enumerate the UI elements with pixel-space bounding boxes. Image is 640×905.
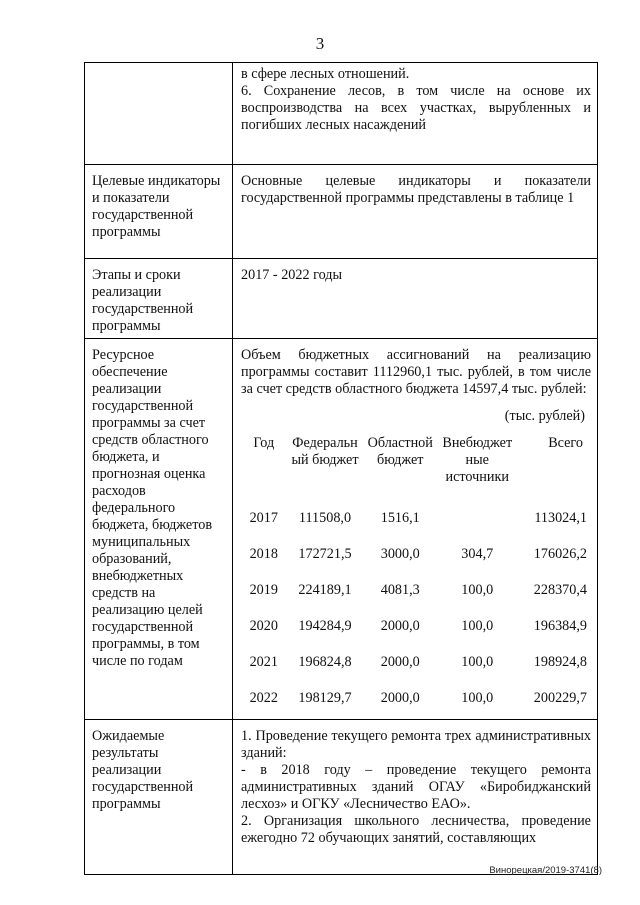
cell-regional: 1516,1 <box>380 509 420 526</box>
row-label: Этапы и сроки реализации государственной программы <box>85 259 233 339</box>
cell-extra: 100,0 <box>461 617 494 634</box>
table-row <box>85 259 598 339</box>
cell-federal: 111508,0 <box>298 509 352 526</box>
cell-federal: 194284,9 <box>298 617 352 634</box>
cell-total: 198924,8 <box>533 653 587 670</box>
cell-extra: 100,0 <box>461 689 494 706</box>
cell-year: 2020 <box>249 617 278 634</box>
cell-regional: 4081,3 <box>380 581 420 598</box>
budget-row <box>241 644 591 680</box>
budget-table <box>241 435 591 716</box>
header-total: Всего <box>548 435 583 451</box>
cell-total: 176026,2 <box>533 545 587 562</box>
cell-extra <box>437 500 518 536</box>
cell-year: 2018 <box>249 545 278 562</box>
cell-federal: 172721,5 <box>298 545 352 562</box>
budget-row <box>241 500 591 536</box>
cell-regional: 3000,0 <box>380 545 420 562</box>
row-content <box>233 165 598 259</box>
table-row <box>85 720 598 875</box>
cell-federal: 196824,8 <box>298 653 352 670</box>
cell-federal: 224189,1 <box>298 581 352 598</box>
row-label: Ресурсное обеспечение реализации государственной программы за счет средств областного бюджета, и прогнозная оценка расходов федерального бюджета, бюджетов муниципальных образований, внебюджетных средств на реализацию целей государственной программы, в том числе по годам <box>85 339 233 720</box>
document-code: Винорецкая/2019-3741(8) <box>489 865 602 876</box>
budget-row <box>241 680 591 716</box>
row-content <box>233 339 598 720</box>
units-label: (тыс. рублей) <box>504 408 585 424</box>
budget-row <box>241 536 591 572</box>
stages-text: 2017 - 2022 годы <box>241 267 343 283</box>
cell-regional: 2000,0 <box>380 653 420 670</box>
indicators-text: Основные целевые индикаторы и показатели государственной программы представлены в таблице 1 <box>241 173 591 206</box>
cell-year: 2017 <box>249 509 278 526</box>
cell-federal: 198129,7 <box>298 689 352 706</box>
cell-year: 2021 <box>249 653 278 670</box>
header-year: Год <box>253 435 275 451</box>
cell-total: 113024,1 <box>534 509 587 526</box>
program-passport-table <box>84 62 598 875</box>
results-item-1-detail: - в 2018 году – проведение текущего ремонта административных зданий ОГАУ «Биробиджанский лесхоз» и ОГКУ «Лесничество ЕАО». <box>241 762 591 812</box>
header-extra: Внебюджет ные источники <box>442 435 513 485</box>
page-number: 3 <box>315 34 325 53</box>
cell-extra: 100,0 <box>461 581 494 598</box>
budget-header-row <box>241 435 591 500</box>
table-row <box>85 165 598 259</box>
budget-intro-text: Объем бюджетных ассигнований на реализацию программы составит 1112960,1 тыс. рублей, в том числе за счет средств областного бюджета 14597,4 тыс. рублей: <box>241 347 591 397</box>
row-label <box>85 63 233 165</box>
cell-extra: 304,7 <box>461 545 494 562</box>
results-item-1: 1. Проведение текущего ремонта трех административных зданий: <box>241 728 591 761</box>
cell-extra: 100,0 <box>461 653 494 670</box>
forest-preservation-text: в сфере лесных отношений. 6. Сохранение лесов, в том числе на основе их воспроизводства на всех участках, вырубленных и погибших лесных насаждений <box>241 66 591 133</box>
results-item-2: 2. Организация школьного лесничества, проведение ежегодно 72 обучающих занятий, составляющих <box>241 813 591 846</box>
table-row <box>85 63 598 165</box>
cell-regional: 2000,0 <box>380 689 420 706</box>
row-content <box>233 63 598 165</box>
cell-total: 228370,4 <box>533 581 587 598</box>
cell-year: 2022 <box>249 689 278 706</box>
row-content <box>233 259 598 339</box>
row-label: Ожидаемые результаты реализации государственной программы <box>85 720 233 875</box>
cell-year: 2019 <box>249 581 278 598</box>
budget-row <box>241 572 591 608</box>
row-content <box>233 720 598 875</box>
cell-total: 200229,7 <box>533 689 587 706</box>
header-federal: Федеральн ый бюджет <box>291 435 359 468</box>
budget-row <box>241 608 591 644</box>
row-label: Целевые индикаторы и показатели государственной программы <box>85 165 233 259</box>
cell-total: 196384,9 <box>533 617 587 634</box>
header-regional: Областной бюджет <box>367 435 433 468</box>
table-row <box>85 339 598 720</box>
cell-regional: 2000,0 <box>380 617 420 634</box>
